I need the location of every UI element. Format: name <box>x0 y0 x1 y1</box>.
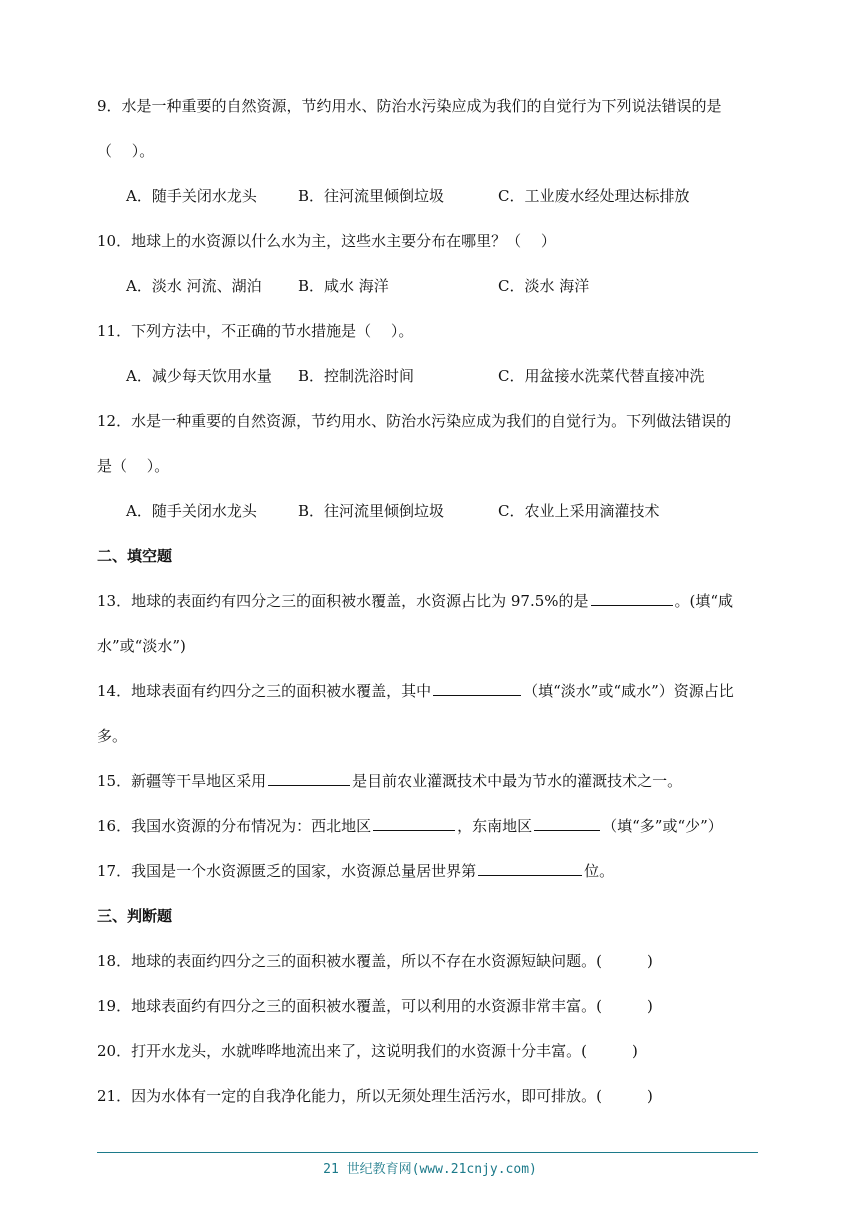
option-c: C．淡水 海洋 <box>498 277 590 295</box>
question-9-text-cont: （ ）。 <box>97 142 155 160</box>
question-11-text: 11．下列方法中，不正确的节水措施是（ ）。 <box>97 322 414 340</box>
option-c: C．工业废水经处理达标排放 <box>498 187 690 205</box>
answer-blank[interactable] <box>268 771 350 786</box>
question-19-text: 19．地球表面约有四分之三的面积被水覆盖，可以利用的水资源非常丰富。( ) <box>97 997 653 1015</box>
question-12-text: 12．水是一种重要的自然资源，节约用水、防治水污染应成为我们的自觉行为。下列做法错误的 <box>97 412 732 430</box>
question-9-text: 9．水是一种重要的自然资源，节约用水、防治水污染应成为我们的自觉行为下列说法错误的是 <box>97 97 722 115</box>
answer-blank[interactable] <box>373 816 455 831</box>
question-13-text-cont: 水”或“淡水”) <box>97 637 186 655</box>
question-15-text: 15．新疆等干旱地区采用 是目前农业灌溉技术中最为节水的灌溉技术之一。 <box>97 772 683 790</box>
option-b: B．咸水 海洋 <box>298 277 389 295</box>
question-17-text: 17．我国是一个水资源匮乏的国家，水资源总量居世界第 位。 <box>97 862 615 880</box>
answer-blank[interactable] <box>591 591 673 606</box>
option-a: A．随手关闭水龙头 <box>126 187 257 205</box>
option-a: A．随手关闭水龙头 <box>126 502 257 520</box>
question-14-text: 14．地球表面有约四分之三的面积被水覆盖，其中 （填“淡水”或“咸水”）资源占比 <box>97 682 734 700</box>
option-c: C．农业上采用滴灌技术 <box>498 502 660 520</box>
question-13-text: 13．地球的表面约有四分之三的面积被水覆盖，水资源占比为 97.5%的是 。(填“咸 <box>97 592 734 610</box>
question-18-text: 18．地球的表面约四分之三的面积被水覆盖，所以不存在水资源短缺问题。( ) <box>97 952 653 970</box>
option-b: B．控制洗浴时间 <box>298 367 415 385</box>
option-a: A．减少每天饮用水量 <box>126 367 272 385</box>
answer-blank[interactable] <box>478 861 582 876</box>
question-12-text-cont: 是（ ）。 <box>97 457 170 475</box>
footer-source: 21 世纪教育网(www.21cnjy.com) <box>323 1162 537 1177</box>
section-heading-true-false: 三、判断题 <box>97 907 173 925</box>
option-c: C．用盆接水洗菜代替直接冲洗 <box>498 367 705 385</box>
answer-blank[interactable] <box>534 816 600 831</box>
option-b: B．往河流里倾倒垃圾 <box>298 187 445 205</box>
answer-blank[interactable] <box>433 681 521 696</box>
section-heading-fill-in: 二、填空题 <box>97 547 173 565</box>
question-10-text: 10．地球上的水资源以什么水为主，这些水主要分布在哪里？（ ） <box>97 232 556 250</box>
footer-divider <box>97 1152 758 1153</box>
option-b: B．往河流里倾倒垃圾 <box>298 502 445 520</box>
question-21-text: 21．因为水体有一定的自我净化能力，所以无须处理生活污水，即可排放。( ) <box>97 1087 653 1105</box>
option-a: A．淡水 河流、湖泊 <box>126 277 262 295</box>
question-16-text: 16．我国水资源的分布情况为：西北地区 ，东南地区 （填“多”或“少”） <box>97 817 723 835</box>
question-14-text-cont: 多。 <box>97 727 128 745</box>
question-20-text: 20．打开水龙头，水就哗哗地流出来了，这说明我们的水资源十分丰富。( ) <box>97 1042 638 1060</box>
